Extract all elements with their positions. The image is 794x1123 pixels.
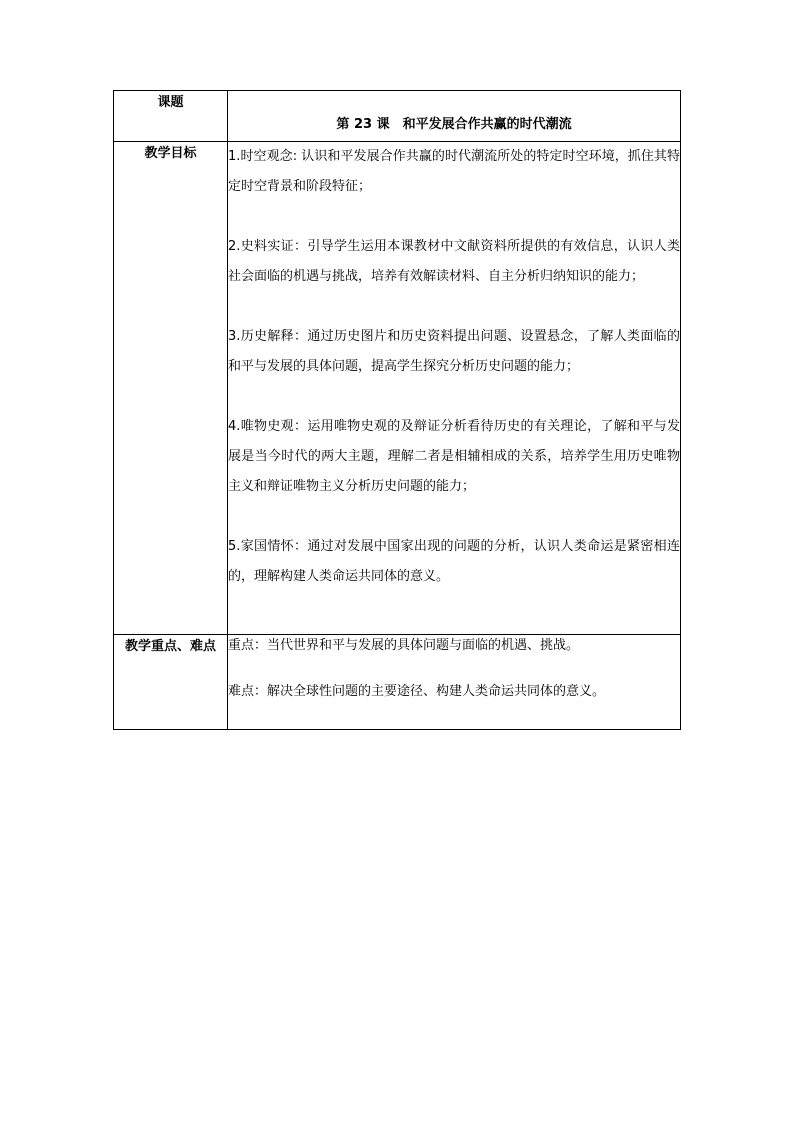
- difficult-point: 难点：解决全球性问题的主要途径、构建人类命运共同体的意义。: [228, 684, 606, 699]
- lesson-plan-table: [113, 90, 681, 730]
- topic-cell: [228, 91, 681, 142]
- key-point: 重点：当代世界和平与发展的具体问题与面临的机遇、挑战。: [228, 638, 580, 653]
- objective-item: 5.家国情怀：通过对发展中国家出现的问题的分析，认识人类命运是紧密相连的，理解构建人类命运共同体的意义。: [228, 539, 680, 584]
- objectives-row: [114, 142, 681, 635]
- topic-row: [114, 91, 681, 142]
- keypoints-label: 教学重点、难点: [114, 635, 228, 730]
- objectives-cell: [228, 142, 681, 635]
- keypoints-row: [114, 635, 681, 730]
- keypoints-cell: [228, 635, 681, 730]
- objective-item: 3.历史解释：通过历史图片和历史资料提出问题、设置悬念，了解人类面临的和平与发展的具体问题，提高学生探究分析历史问题的能力；: [228, 329, 680, 374]
- objectives-label: 教学目标: [114, 142, 228, 635]
- objective-item: 1.时空观念: 认识和平发展合作共赢的时代潮流所处的特定时空环境，抓住其特定时空背景和阶段特征；: [228, 149, 680, 194]
- objective-item: 2.史料实证：引导学生运用本课教材中文献资料所提供的有效信息，认识人类社会面临的机遇与挑战，培养有效解读材料、自主分析归纳知识的能力；: [228, 239, 680, 284]
- topic-label: 课题: [114, 91, 228, 142]
- lesson-title: 第 23 课 和平发展合作共赢的时代潮流: [336, 117, 572, 132]
- objective-item: 4.唯物史观：运用唯物史观的及辩证分析看待历史的有关理论，了解和平与发展是当今时代的两大主题，理解二者是相辅相成的关系，培养学生用历史唯物主义和辩证唯物主义分析历史问题的能力；: [228, 419, 680, 494]
